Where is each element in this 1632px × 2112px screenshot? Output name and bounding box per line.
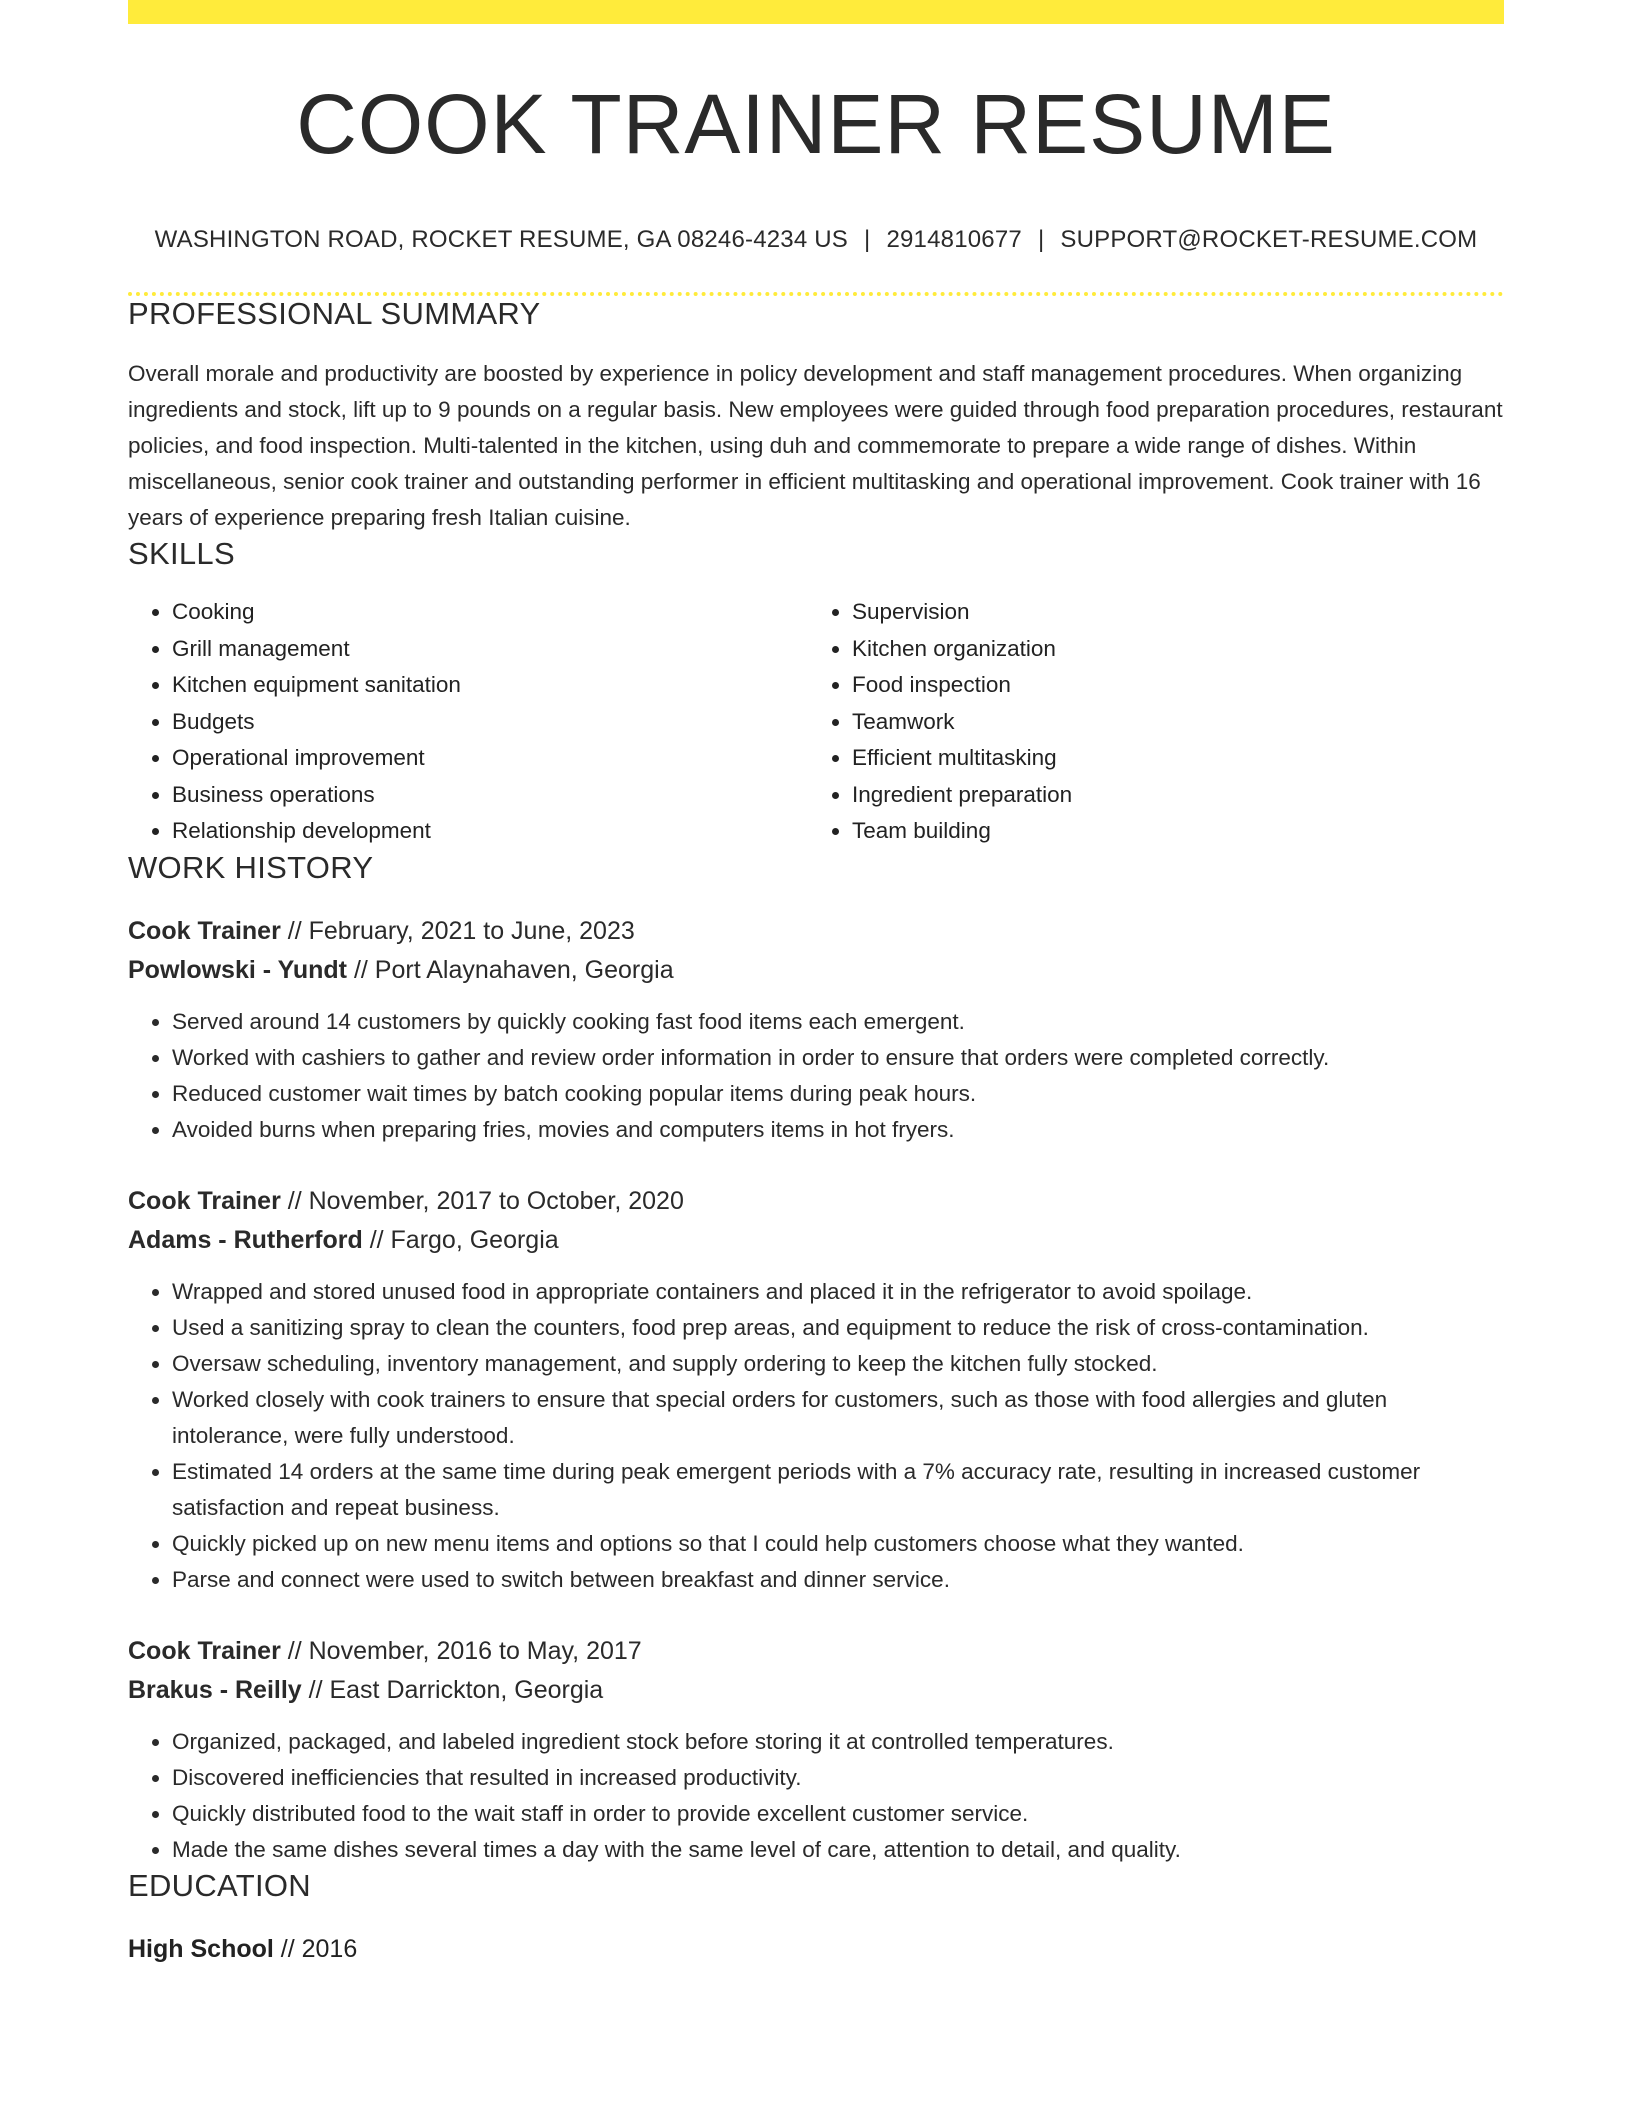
skill-item: • Operational improvement bbox=[172, 740, 806, 777]
summary-text: Overall morale and productivity are boosted by experience in policy development and staff management procedures. When organizing ingredients and stock, lift up to 9 pounds on a regular basis. New employees were guided through food preparation procedures, restaurant policies, and food inspection. Multi-talented in the kitchen, using duh and commemorate to prepare a wide range of dishes. Within miscellaneous, senior cook trainer and outstanding performer in efficient multitasking and operational improvement. Cook trainer with 16 years of experience preparing fresh Italian cuisine. bbox=[128, 361, 1503, 530]
job-title-line bbox=[128, 1182, 1504, 1221]
skills-column-left bbox=[128, 594, 806, 850]
job-bullet: • Quickly distributed food to the wait staff in order to provide excellent customer service. bbox=[172, 1796, 1504, 1832]
job-title: Cook Trainer bbox=[128, 1636, 281, 1665]
skill-item: • Team building bbox=[852, 813, 1486, 850]
skill-item: • Ingredient preparation bbox=[852, 777, 1486, 814]
resume-title: COOK TRAINER RESUME bbox=[296, 77, 1336, 171]
resume-page bbox=[128, 0, 1504, 1969]
job-bullet: • Estimated 14 orders at the same time during peak emergent periods with a 7% accuracy rate, resulting in increased customer satisfaction and repeat business. bbox=[172, 1454, 1504, 1526]
skill-item: • Relationship development bbox=[172, 813, 806, 850]
job-dates: // February, 2021 to June, 2023 bbox=[287, 916, 635, 945]
job-bullets bbox=[128, 1724, 1504, 1868]
work-history-heading: WORK HISTORY bbox=[128, 849, 374, 885]
job-company: Brakus - Reilly bbox=[128, 1675, 302, 1704]
skills-heading: SKILLS bbox=[128, 536, 235, 571]
job-bullet: • Parse and connect were used to switch between breakfast and dinner service. bbox=[172, 1562, 1504, 1598]
job-entry bbox=[128, 1632, 1504, 1868]
contact-email: SUPPORT@ROCKET-RESUME.COM bbox=[1060, 226, 1478, 253]
job-bullet: • Organized, packaged, and labeled ingredient stock before storing it at controlled temperatures. bbox=[172, 1724, 1504, 1760]
job-company: Adams - Rutherford bbox=[128, 1225, 363, 1254]
education-year: // 2016 bbox=[280, 1934, 358, 1963]
job-bullet: • Reduced customer wait times by batch cooking popular items during peak hours. bbox=[172, 1076, 1504, 1112]
job-location: // Fargo, Georgia bbox=[369, 1225, 559, 1254]
job-title: Cook Trainer bbox=[128, 1186, 281, 1215]
contact-separator: | bbox=[864, 226, 871, 253]
job-bullet: • Quickly picked up on new menu items and options so that I could help customers choose what they wanted. bbox=[172, 1526, 1504, 1562]
education-entry bbox=[128, 1930, 1504, 1969]
skill-item: • Budgets bbox=[172, 704, 806, 741]
skill-item: • Food inspection bbox=[852, 667, 1486, 704]
job-bullet: • Wrapped and stored unused food in appropriate containers and placed it in the refrigerator to avoid spoilage. bbox=[172, 1274, 1504, 1310]
education-school: High School bbox=[128, 1934, 274, 1963]
job-company-line bbox=[128, 951, 1504, 990]
top-accent-bar bbox=[128, 0, 1504, 24]
skill-item: • Grill management bbox=[172, 631, 806, 668]
job-bullet: • Oversaw scheduling, inventory management, and supply ordering to keep the kitchen fully stocked. bbox=[172, 1346, 1504, 1382]
job-entry bbox=[128, 1182, 1504, 1598]
job-bullet: • Discovered inefficiencies that resulted in increased productivity. bbox=[172, 1760, 1504, 1796]
job-dates: // November, 2017 to October, 2020 bbox=[287, 1186, 684, 1215]
job-bullet: • Worked closely with cook trainers to ensure that special orders for customers, such as those with food allergies and gluten intolerance, were fully understood. bbox=[172, 1382, 1504, 1454]
job-bullets bbox=[128, 1004, 1504, 1148]
job-dates: // November, 2016 to May, 2017 bbox=[287, 1636, 642, 1665]
contact-separator: | bbox=[1037, 226, 1045, 253]
contact-phone: 2914810677 bbox=[886, 226, 1022, 253]
job-location: // Port Alaynahaven, Georgia bbox=[353, 955, 674, 984]
job-company-line bbox=[128, 1671, 1504, 1710]
job-entry bbox=[128, 912, 1504, 1148]
job-company-line bbox=[128, 1221, 1504, 1260]
job-title-line bbox=[128, 1632, 1504, 1671]
job-bullet: • Avoided burns when preparing fries, movies and computers items in hot fryers. bbox=[172, 1112, 1504, 1148]
education-heading: EDUCATION bbox=[128, 1867, 311, 1903]
skill-item: • Supervision bbox=[852, 594, 1486, 631]
summary-heading: PROFESSIONAL SUMMARY bbox=[128, 296, 541, 331]
skill-item: • Business operations bbox=[172, 777, 806, 814]
skill-item: • Kitchen equipment sanitation bbox=[172, 667, 806, 704]
skills-column-right bbox=[806, 594, 1486, 850]
skill-item: • Cooking bbox=[172, 594, 806, 631]
job-title: Cook Trainer bbox=[128, 916, 281, 945]
job-company: Powlowski - Yundt bbox=[128, 955, 348, 984]
job-bullet: • Used a sanitizing spray to clean the counters, food prep areas, and equipment to reduce the risk of cross-contamination. bbox=[172, 1310, 1504, 1346]
skill-item: • Efficient multitasking bbox=[852, 740, 1486, 777]
job-bullet: • Served around 14 customers by quickly cooking fast food items each emergent. bbox=[172, 1004, 1504, 1040]
job-title-line bbox=[128, 912, 1504, 951]
skills-list bbox=[128, 594, 1504, 850]
job-location: // East Darrickton, Georgia bbox=[308, 1675, 604, 1704]
skill-item: • Teamwork bbox=[852, 704, 1486, 741]
job-bullet: • Made the same dishes several times a day with the same level of care, attention to detail, and quality. bbox=[172, 1832, 1504, 1868]
contact-line bbox=[128, 226, 1504, 254]
contact-address: WASHINGTON ROAD, ROCKET RESUME, GA 08246-4234 US bbox=[154, 226, 849, 253]
job-bullet: • Worked with cashiers to gather and review order information in order to ensure that orders were completed correctly. bbox=[172, 1040, 1504, 1076]
skill-item: • Kitchen organization bbox=[852, 631, 1486, 668]
job-bullets bbox=[128, 1274, 1504, 1598]
